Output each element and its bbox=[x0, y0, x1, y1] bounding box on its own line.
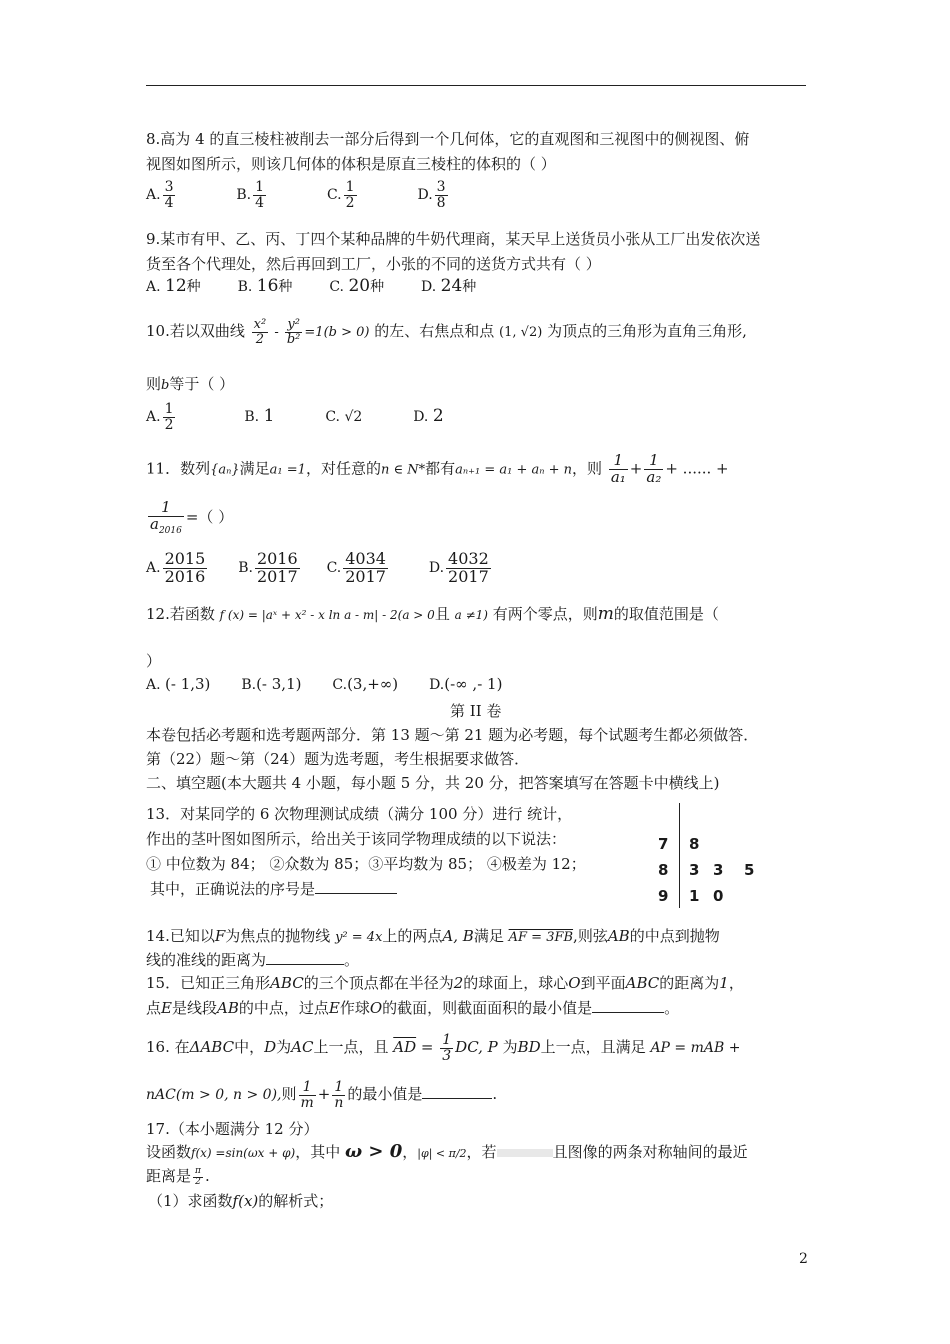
q8-line2: 视图如图所示，则该几何体的体积是原直三棱柱的体积的（ ） bbox=[146, 155, 556, 173]
q16-answer-blank bbox=[422, 1098, 492, 1099]
q10-frac-x: $\frac{\text{x²}}{2}$ bbox=[253, 317, 267, 347]
q15-line2: 点E是线段AB的中点，过点E作球O的截面，则截面面积的最小值是 。 bbox=[146, 999, 680, 1017]
stem-leaf-divider bbox=[679, 803, 680, 908]
q10-line2: 则b等于（ ） bbox=[146, 375, 235, 393]
q10-options bbox=[146, 402, 444, 432]
q11-options bbox=[146, 551, 493, 586]
part2-title: 第 II 卷 bbox=[450, 702, 502, 720]
q16-line2: nAC(m > 0, n > 0),则 $\frac{1}{m}$ + $\frac{1}{n}$ 的最小值是 . bbox=[146, 1079, 498, 1111]
q12-option-d: D.(-∞ ,- 1) bbox=[429, 675, 503, 693]
q13-line4: 其中，正确说法的序号是 bbox=[150, 878, 397, 899]
q15-answer-blank bbox=[592, 1012, 664, 1013]
q12-line1: 12.若函数 f (x) = |aˣ + x² - x ln a - m| - 2(a > 0且 a ≠1) 有两个零点，则m的取值范围是（ bbox=[146, 604, 719, 624]
q12-option-b: B.(- 3,1) bbox=[241, 675, 302, 693]
q14-line1: 14.已知以F为焦点的抛物线 y² = 4x上的两点A, B满足 AF = 3FB,则弦AB的中点到抛物 bbox=[146, 927, 720, 945]
q9-option-a: A. 12种 bbox=[146, 276, 201, 296]
q17-condition-formula bbox=[497, 1149, 553, 1157]
q9-options bbox=[146, 276, 476, 296]
q10-option-c: C. √2 bbox=[325, 409, 363, 426]
q8-line1: 8.高为 4 的直三棱柱被削去一部分后得到一个几何体，它的直观图和三视图中的侧视图、俯 bbox=[146, 130, 750, 148]
q13-line2: 作出的茎叶图如图所示，给出关于该同学物理成绩的以下说法： bbox=[146, 830, 567, 848]
q8-option-d: D. $\frac{3}{8}$ bbox=[417, 179, 446, 211]
q11-option-b: B. $\frac{2016}{2017}$ bbox=[238, 549, 298, 586]
q17-title: 17.（本小题满分 12 分） bbox=[146, 1120, 319, 1138]
q10-line1: 10.若以双曲线 $\frac{\text{x²}}{2}$ - $\frac{\text{y²}}{\text{b²}}$ =1(b > 0) 的左、右焦点和点 (1, √2) 为顶点的三角形为直角三角形, bbox=[146, 317, 747, 347]
q12-close: ） bbox=[146, 652, 162, 670]
q11-line2: $\frac{1}{a_{2016}}$ =（ ） bbox=[150, 498, 234, 536]
q16-line1: 16. 在ΔABC中，D为AC上一点，且 $\overline{AD}$ = $\frac{1}{3}$ DC, P 为BD上一点，且满足 AP = mAB + bbox=[146, 1032, 741, 1064]
q11-line1: 11．数列{aₙ}满足a₁ =1，对任意的n ∈ N*都有aₙ₊₁ = a₁ + aₙ + n，则 $\frac{1}{\text{a₁}}$ + $\frac{1}{\text{a₂}}$ + ...... + bbox=[146, 451, 729, 486]
q9-option-d: D. 24种 bbox=[420, 276, 477, 296]
q8-options bbox=[146, 180, 450, 210]
q14-answer-blank bbox=[266, 964, 344, 965]
q10-option-b: B. 1 bbox=[244, 406, 275, 427]
stem-leaf-plot: 7 8 8 3 3 5 9 1 0 bbox=[648, 803, 778, 908]
q17-line1: 设函数f(x) =sin(ωx + φ)，其中 ω > 0，|φ| < π/2，若 且图像的两条对称轴间的最近 bbox=[146, 1141, 748, 1162]
q8-option-c: C. $\frac{1}{2}$ bbox=[326, 179, 355, 211]
q9-line2: 货至各个代理处，然后再回到工厂，小张的不同的送货方式共有（ ） bbox=[146, 255, 601, 273]
q9-line1: 9.某市有甲、乙、丙、丁四个某种品牌的牛奶代理商，某天早上送货员小张从工厂出发依次送 bbox=[146, 230, 761, 248]
q9-option-c: C. 20种 bbox=[329, 276, 385, 296]
q10-option-a: A. $\frac{1}{2}$ bbox=[146, 401, 174, 433]
q13-line3: ① 中位数为 84； ②众数为 85；③平均数为 85； ④极差为 12； bbox=[146, 855, 586, 873]
page-number: 2 bbox=[799, 1251, 808, 1267]
q11-option-a: A. $\frac{2015}{2016}$ bbox=[146, 549, 206, 586]
q8-option-b: B. $\frac{1}{4}$ bbox=[236, 179, 265, 211]
q10-frac-y: $\frac{\text{y²}}{\text{b²}}$ bbox=[286, 317, 301, 347]
q11-option-c: C. $\frac{4034}{2017}$ bbox=[326, 549, 386, 586]
header-rule bbox=[146, 85, 806, 86]
q11-option-d: D. $\frac{4032}{2017}$ bbox=[428, 549, 489, 586]
part2-intro-line1: 本卷包括必考题和选考题两部分．第 13 题～第 21 题为必考题，每个试题考生都必须做答． bbox=[146, 726, 759, 744]
q10-option-d: D. 2 bbox=[413, 406, 444, 427]
part2-intro-line2: 第（22）题～第（24）题为选考题，考生根据要求做答． bbox=[146, 750, 530, 768]
q17-part1: （1）求函数f(x)的解析式； bbox=[148, 1192, 334, 1210]
q9-option-b: B. 16种 bbox=[237, 276, 293, 296]
q12-option-a: A. (- 1,3) bbox=[146, 675, 211, 693]
q12-options bbox=[146, 675, 502, 693]
q17-line2: 距离是 $\frac{\pi}{2}$ . bbox=[146, 1166, 210, 1187]
q14-line2: 线的准线的距离为 。 bbox=[146, 951, 360, 969]
q8-option-a: A. $\frac{3}{4}$ bbox=[146, 179, 174, 211]
q13-line1: 13．对某同学的 6 次物理测试成绩（满分 100 分）进行 统计， bbox=[146, 805, 573, 823]
section-title-fill-in: 二、填空题(本大题共 4 小题，每小题 5 分，共 20 分，把答案填写在答题卡中横线上) bbox=[146, 774, 720, 792]
q13-answer-blank bbox=[315, 893, 397, 894]
q12-option-c: C.(3,+∞) bbox=[332, 675, 399, 693]
q15-line1: 15．已知正三角形ABC的三个顶点都在半径为2的球面上，球心O到平面ABC的距离为1， bbox=[146, 974, 744, 992]
